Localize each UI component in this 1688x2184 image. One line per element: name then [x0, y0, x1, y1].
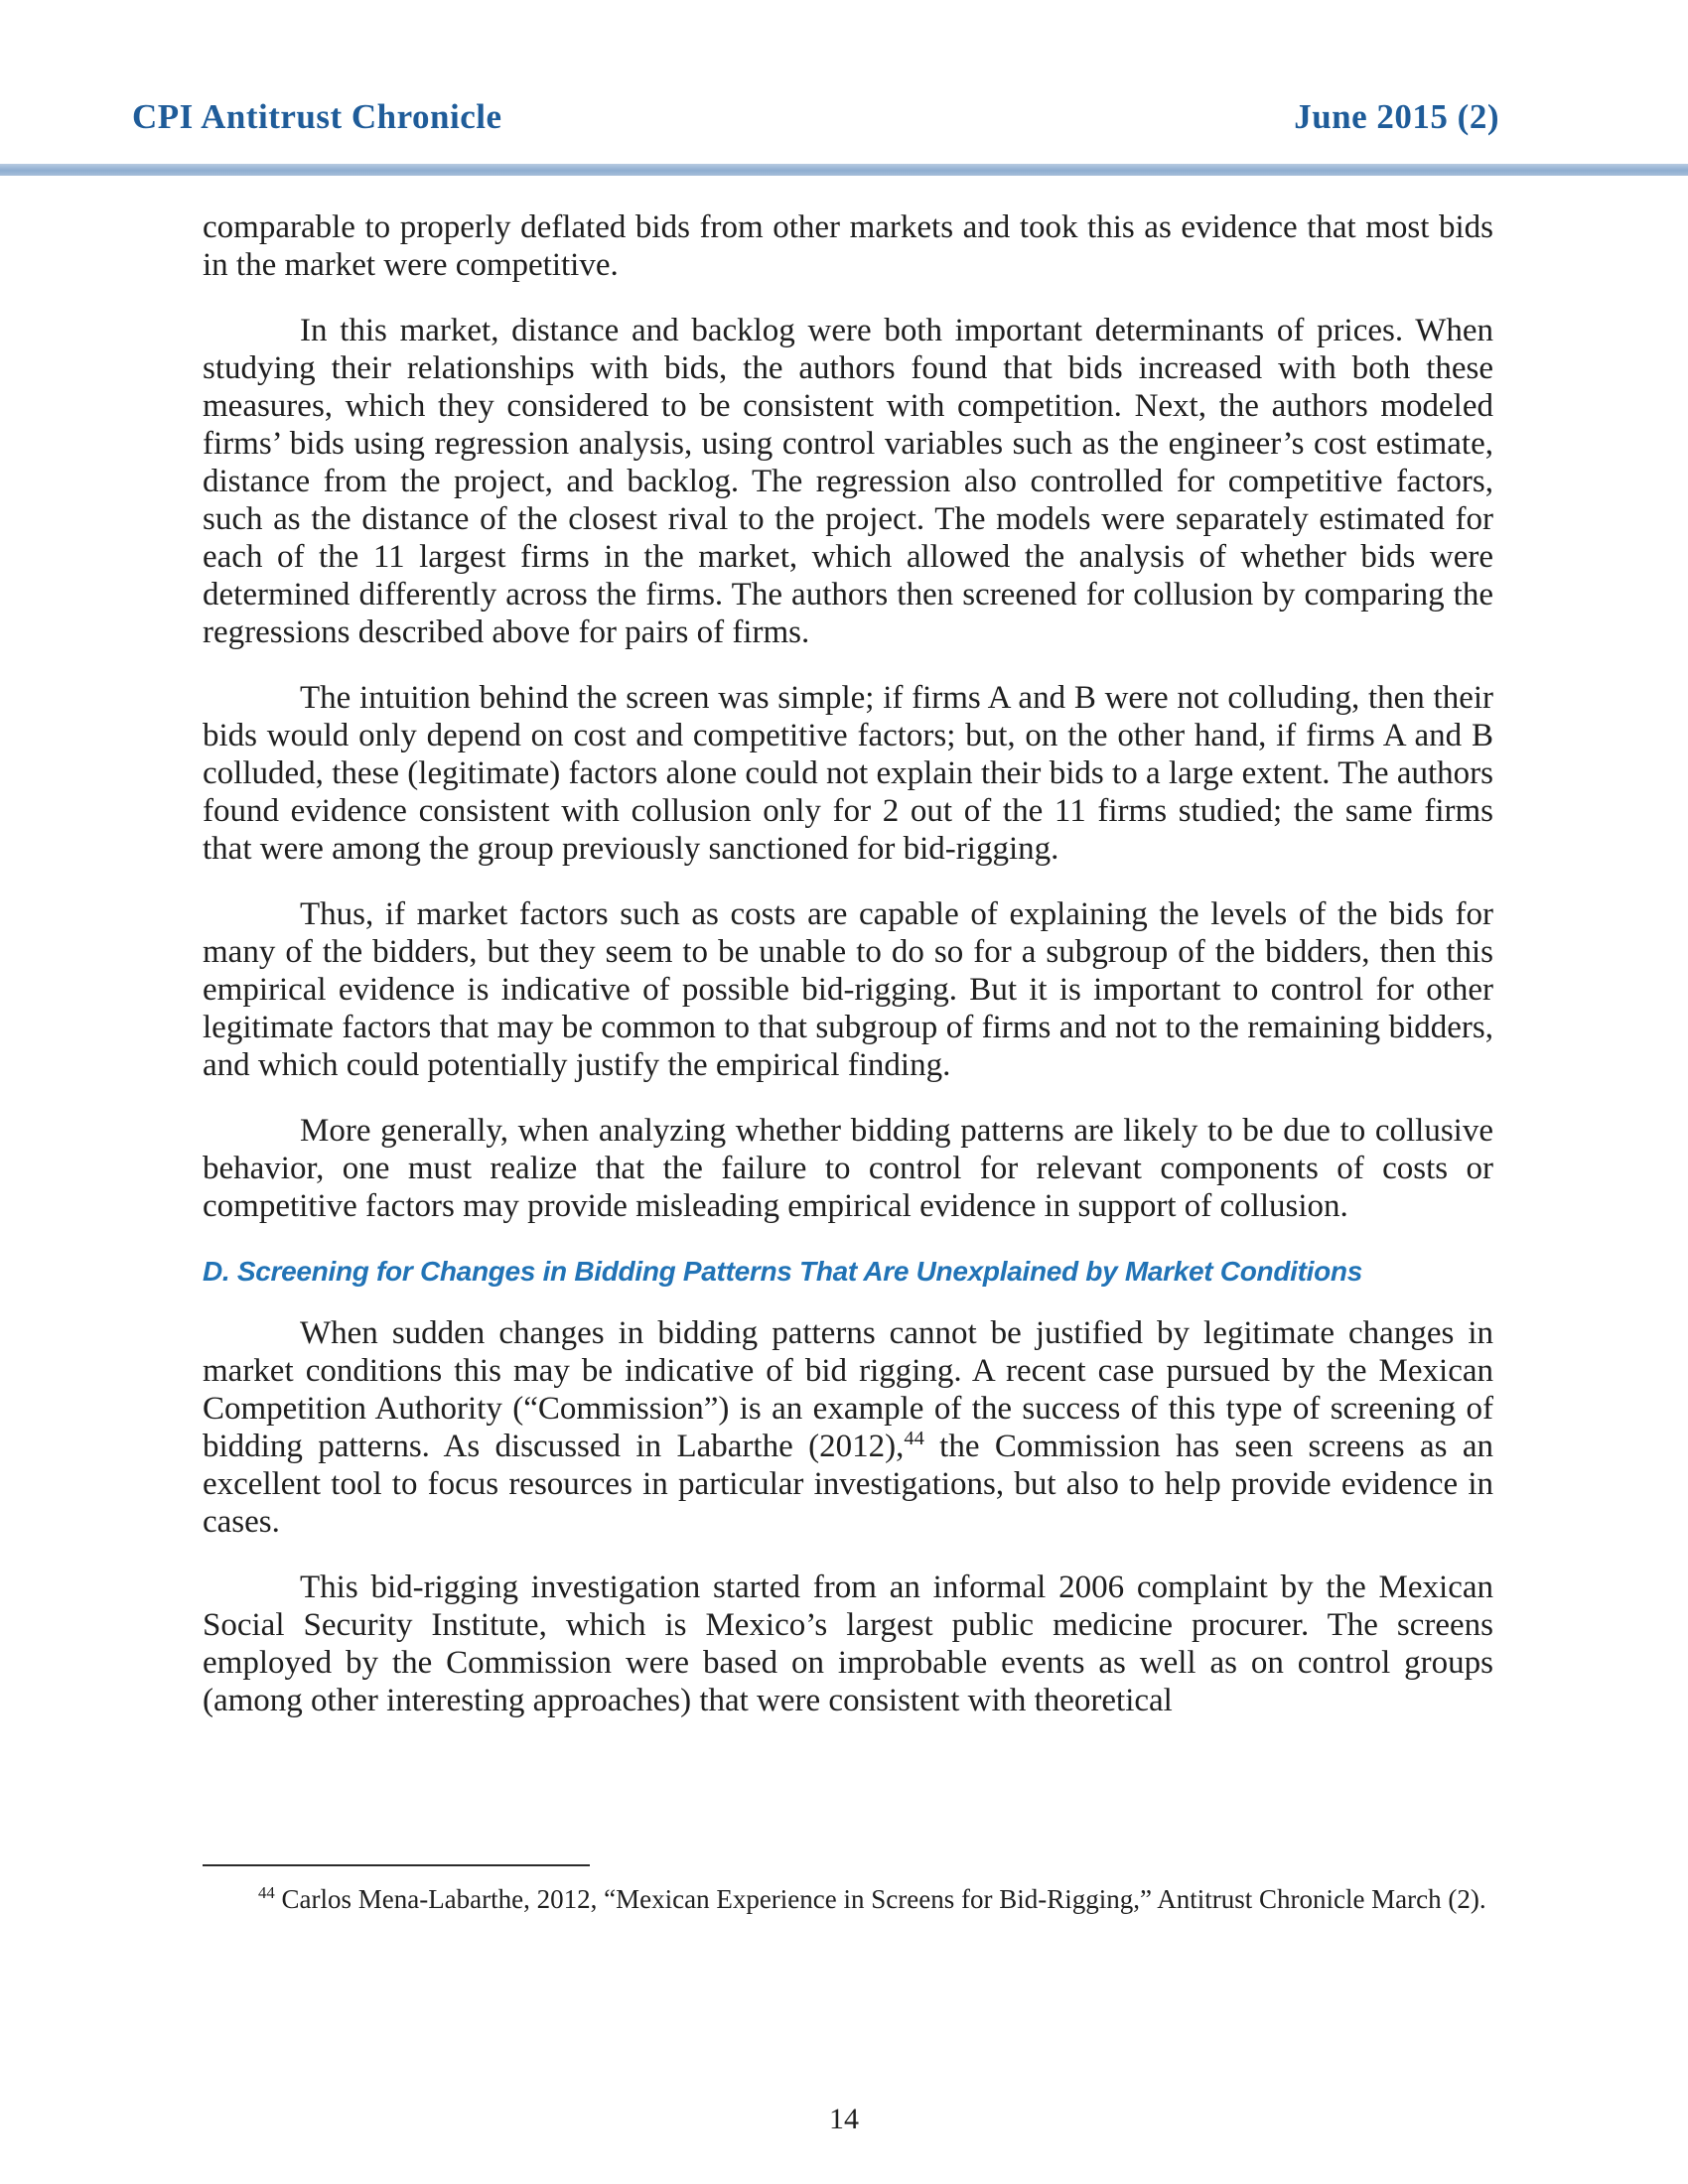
- footnote-area: [203, 1864, 1493, 1916]
- page-number: 14: [829, 2103, 859, 2135]
- paragraph-market-factors: Thus, if market factors such as costs are capable of explaining the levels of the bids for many of the bidders, but they seem to be unable to do so for a subgroup of the bidders, then this empirical evidence is indicative of possible bid-rigging. But it is important to control for other legitimate factors that may be common to that subgroup of firms and not to the remaining bidders, and which could potentially justify the empirical finding.: [203, 896, 1493, 1083]
- paragraph-text-after-ref: the Commission has seen screens as an excellent tool to focus resources in particular investigations, but also to help provide evidence in cases.: [203, 1429, 1494, 1540]
- paragraph-market-determinants: In this market, distance and backlog were both important determinants of prices. When studying their relationships with bids, the authors found that bids increased with both these measures, which they considered to be consistent with competition. Next, the authors modeled firms’ bids using regression analysis, using control variables such as the engineer’s cost estimate, distance from the project, and backlog. The regression also controlled for competitive factors, such as the distance of the closest rival to the project. The models were separately estimated for each of the 11 largest firms in the market, which allowed the analysis of whether bids were determined differently across the firms. The authors then screened for collusion by comparing the regressions described above for pairs of firms.: [203, 313, 1493, 650]
- footnote-separator-line: [203, 1864, 590, 1866]
- paragraph-text-before-ref: When sudden changes in bidding patterns cannot be justified by legitimate changes in market conditions this may be indicative of bid rigging. A recent case pursued by the Mexican Competition Authority (“Commission”) is an example of the success of this type of screening of bidding patterns. As discussed in Labarthe (2012),: [203, 1315, 1493, 1464]
- paragraph-investigation: This bid-rigging investigation started from an informal 2006 complaint by the Mexican Social Security Institute, which is Mexico’s largest public medicine procurer. The screens employed by the Commission were based on improbable events as well as on control groups (among other interesting approaches) that were consistent with theoretical: [203, 1570, 1493, 1718]
- footnote-number-44: 44: [258, 1883, 275, 1902]
- section-heading-d: D. Screening for Changes in Bidding Patterns That Are Unexplained by Market Conditions: [203, 1256, 1362, 1287]
- header-divider: [0, 164, 1688, 176]
- paragraph-screen-intuition: The intuition behind the screen was simple; if firms A and B were not colluding, then their bids would only depend on cost and competitive factors; but, on the other hand, if firms A and B colluded, these (legitimate) factors alone could not explain their bids to a large extent. The authors found evidence consistent with collusion only for 2 out of the 11 firms studied; the same firms that were among the group previously sanctioned for bid-rigging.: [203, 680, 1493, 867]
- journal-title: CPI Antitrust Chronicle: [132, 97, 502, 136]
- paragraph-continuation: comparable to properly deflated bids from other markets and took this as evidence that most bids in the market were competitive.: [203, 209, 1493, 283]
- footnote-44: [203, 1882, 1493, 1916]
- footnote-citation-text: Carlos Mena-Labarthe, 2012, “Mexican Experience in Screens for Bid-Rigging,” Antitrust Chronicle March (2).: [274, 1884, 1486, 1914]
- footnote-reference-44: 44: [904, 1428, 924, 1449]
- paragraph-more-generally: More generally, when analyzing whether bidding patterns are likely to be due to collusive behavior, one must realize that the failure to control for relevant components of costs or competitive factors may provide misleading empirical evidence in support of collusion.: [203, 1113, 1493, 1224]
- document-body: [203, 208, 1493, 1747]
- page-header: [132, 97, 1499, 137]
- issue-date: June 2015 (2): [1294, 97, 1499, 136]
- paragraph-sudden-changes: [203, 1314, 1493, 1541]
